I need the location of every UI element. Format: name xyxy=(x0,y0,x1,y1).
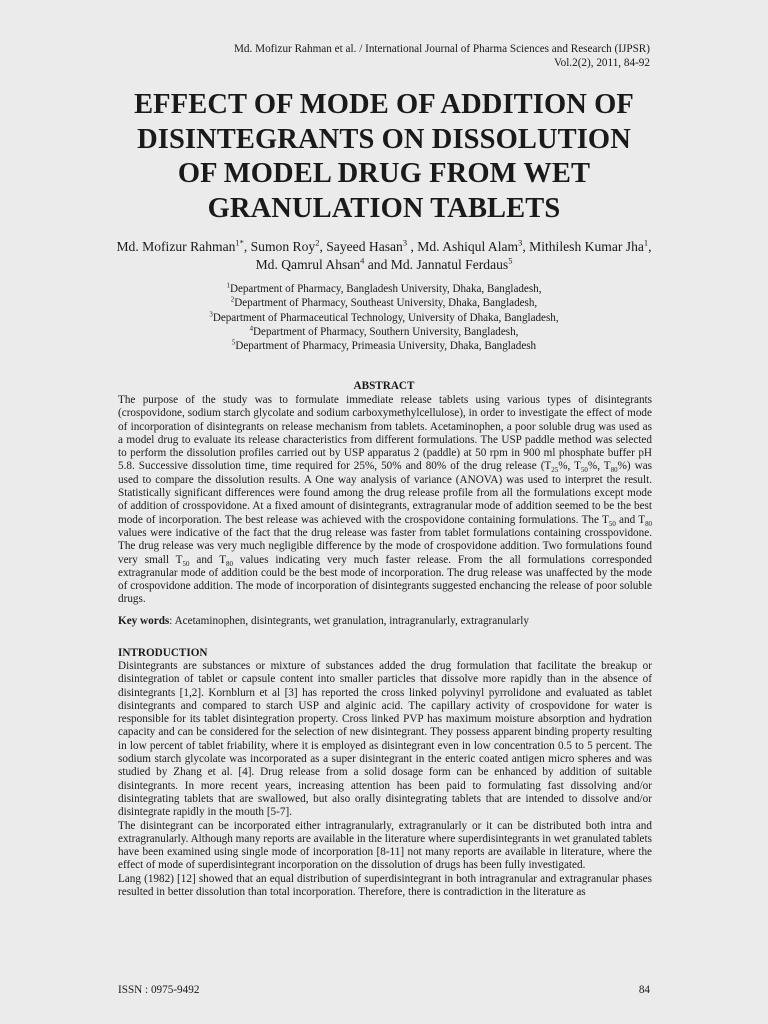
title-line: GRANULATION TABLETS xyxy=(207,192,561,224)
affiliation-marker: 4 xyxy=(360,254,365,265)
affiliation-marker: 1 xyxy=(643,237,649,248)
issn-footer: ISSN : 0975-9492 xyxy=(118,984,200,996)
affiliation-marker: 3 xyxy=(402,237,408,248)
author-name: Md. Mofizur Rahman xyxy=(116,239,236,254)
paragraph: The disintegrant can be incorporated either intragranularly, extragranularly or it can be distributed both intra and extragranularly. Although many reports are available in the literature where superdisintegrants in wet granulated tablets have been examined using single mode of incorporation [8-11] not many reports are available in literature, where the effect of mode of superdisintegrant incorporation on the dissolution of drugs has been fully investigated. xyxy=(118,819,652,872)
affiliation-marker: 3 xyxy=(518,237,523,248)
abstract-body: The purpose of the study was to formulate immediate release tablets using various types of disintegrants (crospovidone, sodium starch glycolate and sodium carboxymethylcellulose), in order to investigate the effect of mode of incorporation of disintegrants on release mechanism from tablets. Acetaminophen, a poor soluble drug was used as a model drug to evaluate its release characteristics from different formulations. The USP paddle method was selected to perform the dissolution profiles carried out by USP apparatus 2 (paddle) at 50 rpm in 900 ml phosphate buffer pH 5.8. Successive dissolution time, time required for 25%, 50% and 80% of the drug release ($T_{25}\%$, $T_{50}\%$, $T_{80}\%$) was used to compare the dissolution results. A One way analysis of variance (ANOVA) was used to interpret the result. Statistically significant differences were found among the drug release profile from all the formulations except mode of addition of crosspovidone. At a fixed amount of disintegrants, extragranular mode of addition seemed to be the best mode of incorporation. The best release was achieved with the crospovidone containing formulations. The $T_{50}$ and $T_{80}$ values were indicative of the fact that the drug release was faster from tablet formulations containing crosspovidone. The drug release was very much negligible difference by the mode of crospovidone addition. Two formulations found very small $T_{50}$ and $T_{80}$ values indicating very much faster release. From the all formulations corresponded extragranular mode of addition could be the best mode of incorporation. The drug release was unaffected by the mode of crospovidone addition. The mode of incorporation of disintegrants suggested enchancing the release of poor soluble drugs. xyxy=(118,394,653,606)
author-name: , Mithilesh Kumar Jha xyxy=(522,239,644,254)
abstract-heading: ABSTRACT xyxy=(353,380,415,392)
author-name: , Sayeed Hasan xyxy=(319,239,403,254)
affiliation-list xyxy=(112,282,656,353)
citation-line-1: Md. Mofizur Rahman et al. / International Journal of Pharma Sciences and Research (IJPSR) xyxy=(233,43,650,55)
page-number: 84 xyxy=(638,984,650,996)
title-line: EFFECT OF MODE OF ADDITION OF xyxy=(134,89,634,120)
title-line: DISINTEGRANTS ON DISSOLUTION xyxy=(137,123,631,155)
affiliation-item: $^4$Department of Pharmacy, Southern University, Bangladesh, xyxy=(249,325,519,338)
affiliation-marker: 1* xyxy=(235,237,244,248)
keywords-list: : Acetaminophen, disintegrants, wet granulation, intragranularly, extragranularly xyxy=(169,615,529,627)
affiliation-item: $^1$Department of Pharmacy, Bangladesh University, Dhaka, Bangladesh, xyxy=(226,282,542,295)
author-name: , Md. Ashiqul Alam xyxy=(407,239,519,254)
affiliation-marker: 5 xyxy=(508,254,513,265)
affiliation-marker: 2 xyxy=(315,237,320,248)
paper-title xyxy=(100,88,668,226)
keywords-line xyxy=(118,615,652,628)
author-name: and Md. Jannatul Ferdaus xyxy=(364,256,509,272)
keywords-label: Key words xyxy=(118,615,170,627)
title-line: OF MODEL DRUG FROM WET xyxy=(177,158,591,189)
author-list xyxy=(112,238,656,273)
citation-line-2: Vol.2(2), 2011, 84-92 xyxy=(553,57,650,69)
affiliation-item: $^2$Department of Pharmacy, Southeast University, Dhaka, Bangladesh, xyxy=(230,296,538,310)
affiliation-item: $^3$Department of Pharmaceutical Technology, University of Dhaka, Bangladesh, xyxy=(209,310,559,324)
introduction-heading: INTRODUCTION xyxy=(118,647,208,659)
paragraph: Lang (1982) [12] showed that an equal distribution of superdisintegrant in both intragranular and extragranular phases resulted in better dissolution than total incorporation. Therefore, there is contradiction in the literature as xyxy=(118,872,652,899)
introduction-body xyxy=(118,660,652,899)
author-name: , Md. Qamrul Ahsan xyxy=(255,239,652,272)
running-header xyxy=(234,42,650,70)
affiliation-item: $^5$Department of Pharmacy, Primeasia University, Dhaka, Bangladesh xyxy=(231,339,537,353)
author-name: , Sumon Roy xyxy=(243,239,316,254)
paragraph: Disintegrants are substances or mixture of substances added the drug formulation that facilitate the breakup or disintegration of tablet or capsule content into smaller particles that dissolve more rapidly than in the absence of disintegrants [1,2]. Kornblurn et al [3] has reported the cross linked polyvinyl pyrrolidone and evaluated as tablet disintegrants and compared to starch USP and alginic acid. The capillary activity of crospovidone for water is responsible for its tablet disintegration property. Cross linked PVP has maximum moisture absorption and hydration capacity and can be considered for the selection of new disintegrant. They possess apparent binding property resulting in low percent of tablet friability, where it is employed as disintegrant even in low concentration 0.5 to 5 percent. The sodium starch glycolate was incorporated as a super disintegrant in the enteric coated antigen micro spheres and was studied by Zhang et al. [4]. Drug release from a solid dosage form can be enhanced by addition of suitable disintegrants. In more recent years, increasing attention has been paid to formulating fast dissolving and/or disintegrating tablets that are swallowed, but also orally disintegrating tablets that are intended to dissolve and/or disintegrate rapidly in the mouth [5-7]. xyxy=(118,660,652,819)
